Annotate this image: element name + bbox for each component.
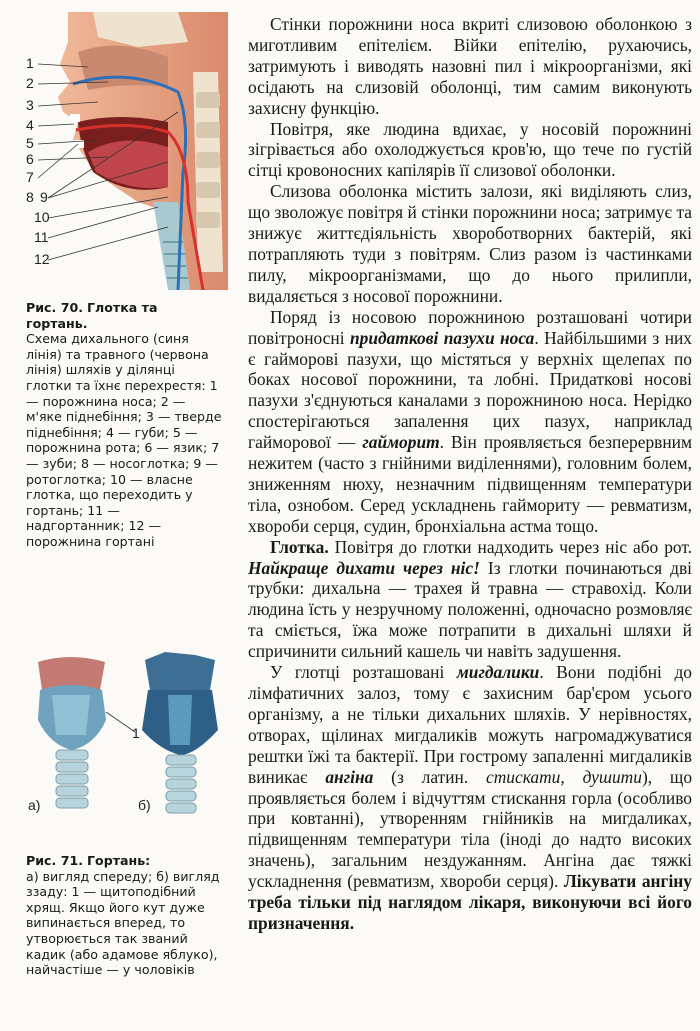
paragraph-pharynx [248, 537, 692, 662]
fig71-label-a: а) [28, 797, 41, 813]
fig70-caption-number: Рис. 70. [26, 300, 83, 315]
fig71-caption-number: Рис. 71. [26, 853, 83, 868]
paragraph-air-warming: Повітря, яке людина вдихає, у носовій порожнині зігрівається або охолоджується кров'ю, що тече по густій сітці кровоносних капілярів її слизової оболонки. [248, 118, 692, 181]
sinuses-text-3: . Він проявляється безперервним нежитем (часто з гнійними виділеннями), головним болем, зниженням нюху, незначним підвищенням температури тіла, ознобом. Серед ускладнень гаймориту — ревматизм, хвороби серця, судин, бронхіальна астма тощо. [248, 432, 692, 536]
larynx-front-view [38, 657, 106, 808]
fig71-caption-body: а) вигляд спереду; б) вигляд ззаду: 1 — щитоподібний хрящ. Якщо його кут дуже випинається вперед, то утворюється так званий кадик (або адамове яблуко), найчастіше — у чоловіків [26, 868, 220, 978]
fig70-number-2: 2 [26, 75, 34, 91]
term-sinusitis: гайморит [362, 432, 440, 453]
paragraph-tonsils [248, 662, 692, 934]
tongue-shape [88, 141, 168, 188]
treatment-advice: Лікувати ангіну треба тільки під наглядом лікаря, виконуючи всі його призначення. [248, 871, 692, 933]
fig70-number-11: 11 [34, 229, 49, 245]
sinuses-text-2: . Найбільшими з них є гайморові пазухи, що містяться у верхніх щелепах по боках носової порожнини, та лобні. Придаткові носові пазухи з'єднуються каналами з порожниною носа. Нерідко спостерігаються запалення цих пазух, наприклад гайморової — [248, 327, 692, 453]
paragraph-sinuses [248, 307, 692, 537]
fig70-number-10: 10 [34, 209, 50, 225]
fig70-number-1: 1 [26, 55, 34, 71]
figure-71-larynx-diagram [20, 650, 235, 825]
fig70-number-4: 4 [26, 117, 34, 133]
pharynx-text-2: Із глотки починаються дві трубки: дихальна — трахея й травна — стравохід. Коли людина їсть у незручному положенні, одночасно розмовляє та сміється, їжа може потрапити в дихальні шляхи й спричинити сильний кашель чи навіть задушення. [248, 557, 693, 662]
figure-70-pharynx-diagram [18, 12, 228, 290]
paragraph-nasal-mucosa: Стінки порожнини носа вкриті слизовою оболонкою з миготливим епітелієм. Війки епітелію, рухаючись, затримують і виводять назовні пил і мікроорганізми, які осідають на слизовій оболонці, тим самим виконують захисну функцію. [248, 14, 692, 118]
term-angina: ангіна [325, 766, 374, 787]
tonsils-text-3: (з латин. [373, 766, 487, 787]
tonsils-text-4: ), що проявляється болем і відчуттям стискання горла (особливо при ковтанні), утворенням гнійників на мигдаликах, підвищенням температури тіла (іноді до надто високих значень), загальним нездужанням. Ангіна дає тяжкі ускладнення (ревматизм, хвороби серця). [248, 766, 693, 892]
fig71-pointer-1: 1 [132, 725, 140, 741]
fig71-caption-title: Гортань: [87, 853, 151, 868]
fig71-label-b: б) [138, 797, 151, 813]
tonsils-text-2: . Вони подібні до лімфатичних залоз, тому є захисним бар'єром усього організму, а не тільки дихальних шляхів. У нерівностях, отворах, щілинах мигдаликів можуть нагромаджуватися рештки їжі та бактерії. При гострому запаленні мигдаликів виникає [248, 662, 692, 787]
figure-71-caption [26, 853, 222, 978]
fig70-number-7: 7 [26, 169, 34, 185]
term-tonsils: мигдалики [456, 662, 540, 683]
fig70-caption-body: Схема дихального (синя лінія) та травного (червона лінія) шляхів у ділянці глотки та їхнє перехрестя: 1 — порожнина носа; 2 — м'яке піднебіння; 3 — тверде піднебіння; 4 — губи; 5 — порожнина рота; 6 — язик; 7 — зуби; 8 — носоглотка; 9 — ротоглотка; 10 — власне глотка, що переходить у гортань; 11 — надгортанник; 12 — порожнина гортані [26, 331, 222, 549]
fig70-caption-title: Глотка та гортань. [26, 300, 158, 331]
paragraph-mucus-glands: Слизова оболонка містить залози, які виділяють слиз, що зволожує повітря й стінки порожнини носа; затримує та знижує життєдіяльність хвороботворних бактерій, які потрапляють туди з повітрям. Слиз разом із частинками пилу, мікроорганізмами, що до нього прилипли, видаляється з носової порожнини. [248, 181, 692, 306]
term-paranasal-sinuses: придаткові пазухи носа [349, 327, 535, 348]
main-text-column [248, 14, 692, 934]
fig70-number-5: 5 [26, 135, 34, 151]
figure-70-caption [26, 300, 222, 550]
heading-pharynx: Глотка. [270, 536, 329, 557]
fig70-number-8: 8 [26, 189, 34, 205]
fig70-number-6: 6 [26, 151, 34, 167]
fig70-number-9: 9 [40, 189, 48, 205]
latin-translation: стискати, душити [486, 766, 642, 787]
fig70-number-3: 3 [26, 97, 34, 113]
larynx-back-view [142, 652, 218, 813]
tonsils-text-1: У глотці розташовані [270, 662, 457, 683]
fig70-number-12: 12 [34, 251, 50, 267]
emphasis-breathe-through-nose: Найкраще дихати через ніс! [248, 557, 480, 578]
pharynx-text-1: Повітря до глотки надходить через ніс або рот. [328, 536, 692, 557]
sinuses-text-1: Поряд із носовою порожниною розташовані чотири повітроносні [248, 306, 692, 348]
